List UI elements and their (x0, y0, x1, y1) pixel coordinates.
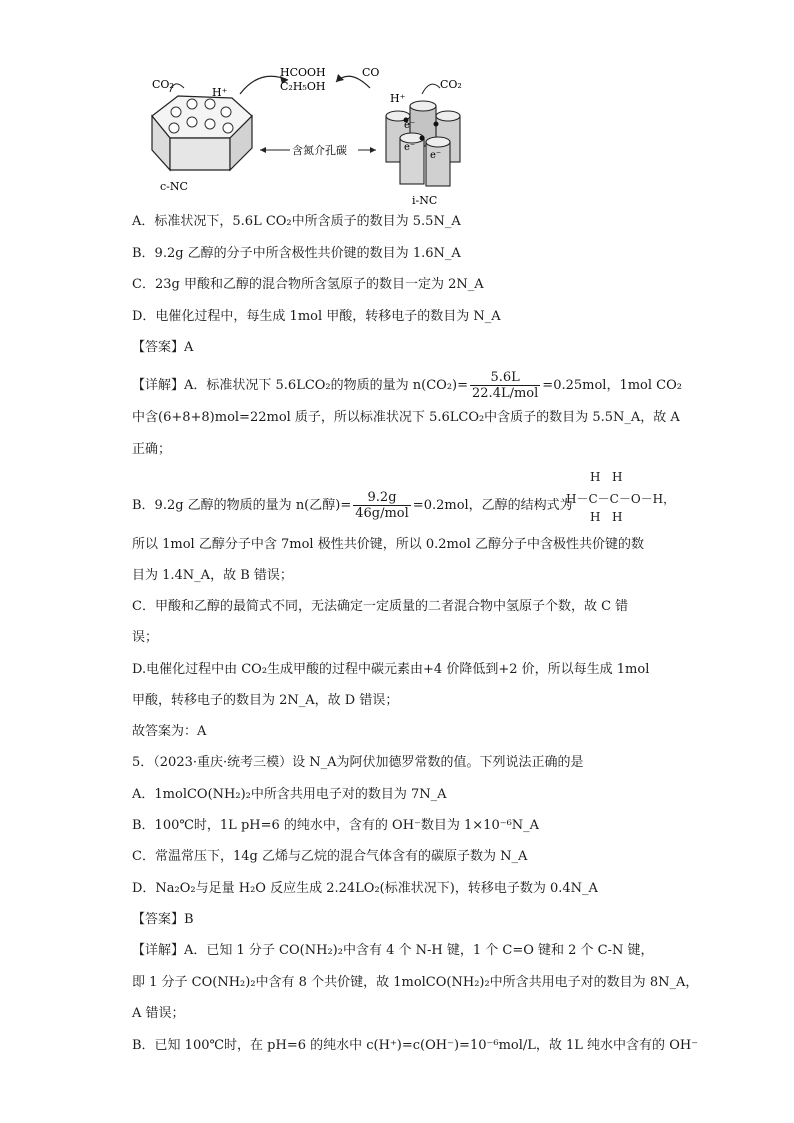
q4-detail-d-line1: D.电催化过程中由 CO₂生成甲酸的过程中碳元素由+4 价降低到+2 价，所以每生成 1mol (132, 662, 650, 677)
q5-detail-b-line1: B．已知 100℃时，在 pH=6 的纯水中 c(H⁺)=c(OH⁻)=10⁻⁶mol/L，故 1L 纯水中含有的 OH⁻ (132, 1038, 699, 1053)
q5-option-c: C．常温常压下，14g 乙烯与乙烷的混合气体含有的碳原子数为 N_A (132, 849, 528, 864)
q4-detail-a-pre: 【详解】A．标准状况下 5.6LCO₂的物质的量为 n(CO₂)= (132, 378, 469, 393)
fraction-numerator: 9.2g (353, 490, 411, 506)
struct-h-top-2: H (612, 470, 623, 484)
q4-detail-c-line1: C．甲酸和乙醇的最简式不同，无法确定一定质量的二者混合物中氢原子个数，故 C 错 (132, 599, 629, 614)
right-in-arrow (422, 84, 440, 94)
c-nc-label: c-NC (160, 180, 188, 193)
left-co2-label: CO₂ (152, 78, 174, 91)
electron-label-1: e⁻ (404, 120, 416, 131)
q5-stem: 5．（2023·重庆·统考三模）设 N_A为阿伏加德罗常数的值。下列说法正确的是 (132, 755, 584, 770)
product-hcooh: HCOOH (280, 66, 326, 79)
q4-option-d: D．电催化过程中，每生成 1mol 甲酸，转移电子的数目为 N_A (132, 309, 501, 324)
i-nc-cylinders (386, 101, 460, 186)
q4-detail-a-line2: 中含(6+8+8)mol=22mol 质子，所以标准状况下 5.6LCO₂中含质子的数目为 5.5N_A，故 A (132, 410, 680, 425)
c-nc-hexagon (152, 96, 252, 170)
right-co2-label: CO₂ (440, 78, 462, 91)
q5-option-d: D．Na₂O₂与足量 H₂O 反应生成 2.24LO₂(标准状况下)，转移电子数为 0.4N_A (132, 881, 598, 896)
co-label: CO (362, 66, 380, 79)
q4-answer: 【答案】A (132, 340, 194, 355)
q4-detail-a-post: =0.25mol，1mol CO₂ (542, 378, 682, 393)
q4-option-b: B．9.2g 乙醇的分子中所含极性共价键的数目为 1.6N_A (132, 246, 461, 261)
right-h-label: H⁺ (390, 92, 406, 105)
electron-label-2: e⁻ (404, 142, 416, 153)
struct-main: H－C－C－O－H， (566, 492, 676, 506)
q4-detail-b-pre: B．9.2g 乙醇的物质的量为 n(乙醇)= (132, 498, 352, 513)
q5-detail-a-line3: A 错误； (132, 1006, 185, 1021)
struct-h-bottom-2: H (612, 510, 623, 524)
left-h-label: H⁺ (212, 86, 228, 99)
q4-detail-b-line2: 所以 1mol 乙醇分子中含 7mol 极性共价键，所以 0.2mol 乙醇分子中含极性共价键的数 (132, 537, 644, 552)
q4-detail-a-line3: 正确； (132, 442, 172, 457)
struct-h-bottom-1: H (590, 510, 601, 524)
q4-detail-b-post: =0.2mol，乙醇的结构式为 (412, 498, 573, 513)
ethanol-structure (566, 470, 676, 526)
q4-detail-a-line1 (132, 370, 754, 401)
catalysis-diagram (140, 58, 480, 208)
q5-detail-a-line2: 即 1 分子 CO(NH₂)₂中含有 8 个共价键，故 1molCO(NH₂)₂中所含共用电子对的数目为 8N_A， (132, 975, 699, 990)
fraction-denominator: 22.4L/mol (472, 386, 539, 401)
q5-option-b: B．100℃时，1L pH=6 的纯水中，含有的 OH⁻数目为 1×10⁻⁶N_A (132, 818, 540, 833)
i-nc-label: i-NC (412, 194, 438, 207)
q5-answer: 【答案】B (132, 912, 194, 927)
fraction-numerator: 5.6L (470, 370, 540, 386)
q5-option-a: A．1molCO(NH₂)₂中所含共用电子对的数目为 7N_A (132, 787, 447, 802)
q5-detail-a-line1: 【详解】A．已知 1 分子 CO(NH₂)₂中含有 4 个 N-H 键，1 个 C=O 键和 2 个 C-N 键， (132, 943, 654, 958)
electron-label-3: e⁻ (430, 150, 442, 161)
catalysis-figure (140, 58, 480, 208)
middle-label: 含氮介孔碳 (292, 144, 347, 157)
q4-conclusion: 故答案为：A (132, 724, 207, 739)
product-ethanol: C₂H₅OH (280, 80, 326, 93)
q4-option-c: C．23g 甲酸和乙醇的混合物所含氢原子的数目一定为 2N_A (132, 277, 484, 292)
q4-detail-b-fraction (353, 490, 411, 521)
q4-option-a: A．标准状况下，5.6L CO₂中所含质子的数目为 5.5N_A (132, 214, 461, 229)
q4-detail-d-line2: 甲酸，转移电子的数目为 2N_A，故 D 错误； (132, 693, 399, 708)
fraction-denominator: 46g/mol (355, 506, 409, 521)
struct-h-top-1: H (590, 470, 601, 484)
q4-detail-c-line2: 误； (132, 630, 159, 645)
q4-detail-b-line3: 目为 1.4N_A，故 B 错误； (132, 568, 293, 583)
q4-detail-a-fraction (470, 370, 540, 401)
